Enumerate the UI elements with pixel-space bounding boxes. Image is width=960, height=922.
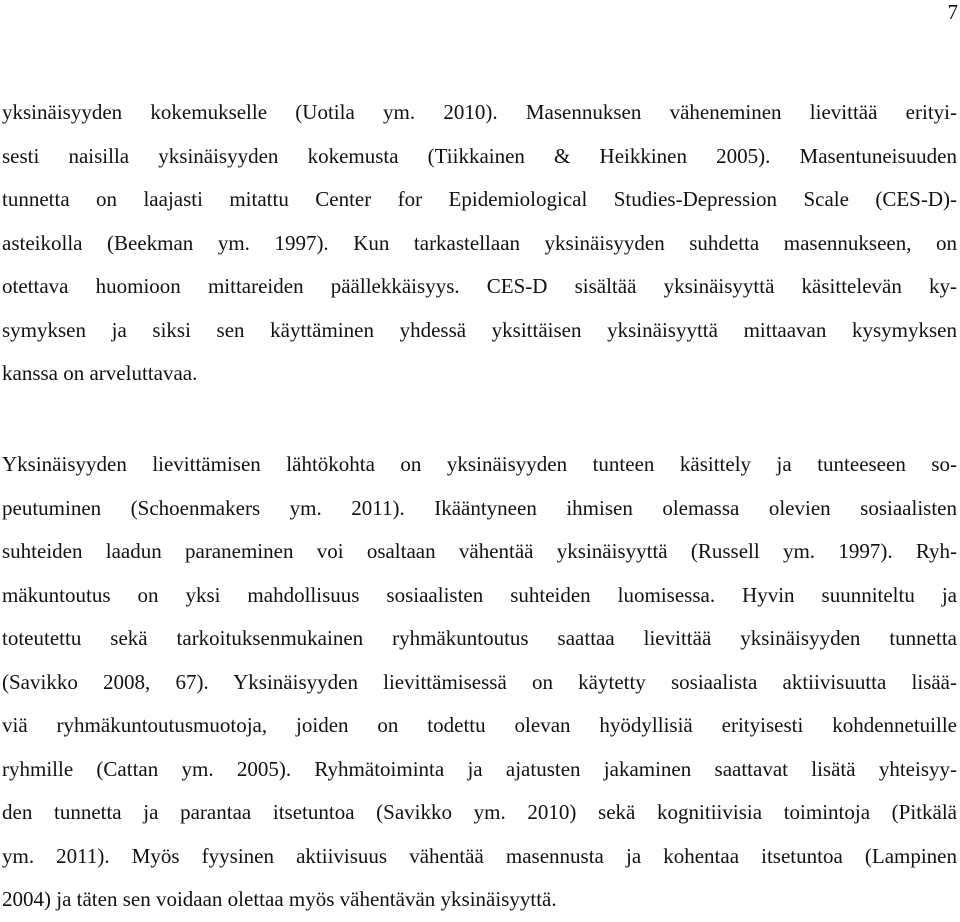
text-line: viä ryhmäkuntoutusmuotoja, joiden on todettu olevan hyödyllisiä erityisesti kohdennetuille <box>2 713 957 737</box>
text-line: toteutettu sekä tarkoituksenmukainen ryhmäkuntoutus saattaa lievittää yksinäisyyden tunnetta <box>2 626 957 650</box>
text-line: suhteiden laadun paraneminen voi osaltaan vähentää yksinäisyyttä (Russell ym. 1997). Ryh- <box>2 539 957 563</box>
text-line: peutuminen (Schoenmakers ym. 2011). Ikääntyneen ihmisen olemassa olevien sosiaalisten <box>2 495 957 520</box>
text-line: sesti naisilla yksinäisyyden kokemusta (Tiikkainen & Heikkinen 2005). Masentuneisuuden <box>2 143 957 168</box>
text-line: (Savikko 2008, 67). Yksinäisyyden lievittämisessä on käytetty sosiaalista aktiivisuutta lisää- <box>2 669 957 694</box>
text-line: 2004) ja täten sen voidaan olettaa myös vähentävän yksinäisyyttä. <box>2 887 557 911</box>
paragraph-2 <box>2 443 957 922</box>
text-line: Yksinäisyyden lievittämisen lähtökohta on yksinäisyyden tunteen käsittely ja tunteeseen so- <box>2 452 957 476</box>
text-line: asteikolla (Beekman ym. 1997). Kun tarkastellaan yksinäisyyden suhdetta masennukseen, on <box>2 230 957 255</box>
text-line: otettava huomioon mittareiden päällekkäisyys. CES-D sisältää yksinäisyyttä käsittelevän ky- <box>2 274 957 298</box>
text-line: den tunnetta ja parantaa itsetuntoa (Savikko ym. 2010) sekä kognitiivisia toimintoja (Pitkälä <box>2 800 957 824</box>
text-line: tunnetta on laajasti mitattu Center for Epidemiological Studies-Depression Scale (CES-D)- <box>2 187 957 211</box>
text-line: symyksen ja siksi sen käyttäminen yhdessä yksittäisen yksinäisyyttä mittaavan kysymyksen <box>2 317 957 342</box>
text-line: ryhmille (Cattan ym. 2005). Ryhmätoiminta ja ajatusten jakaminen saattavat lisätä yhteisyy- <box>2 756 957 781</box>
page-number: 7 <box>947 0 958 24</box>
text-line: yksinäisyyden kokemukselle (Uotila ym. 2010). Masennuksen väheneminen lievittää erityi- <box>2 100 957 124</box>
text-line: kanssa on arveluttavaa. <box>2 361 198 385</box>
text-line: mäkuntoutus on yksi mahdollisuus sosiaalisten suhteiden luomisessa. Hyvin suunniteltu ja <box>2 582 957 607</box>
text-line: ym. 2011). Myös fyysinen aktiivisuus vähentää masennusta ja kohentaa itsetuntoa (Lampinen <box>2 843 957 868</box>
paragraph-1 <box>2 91 957 396</box>
